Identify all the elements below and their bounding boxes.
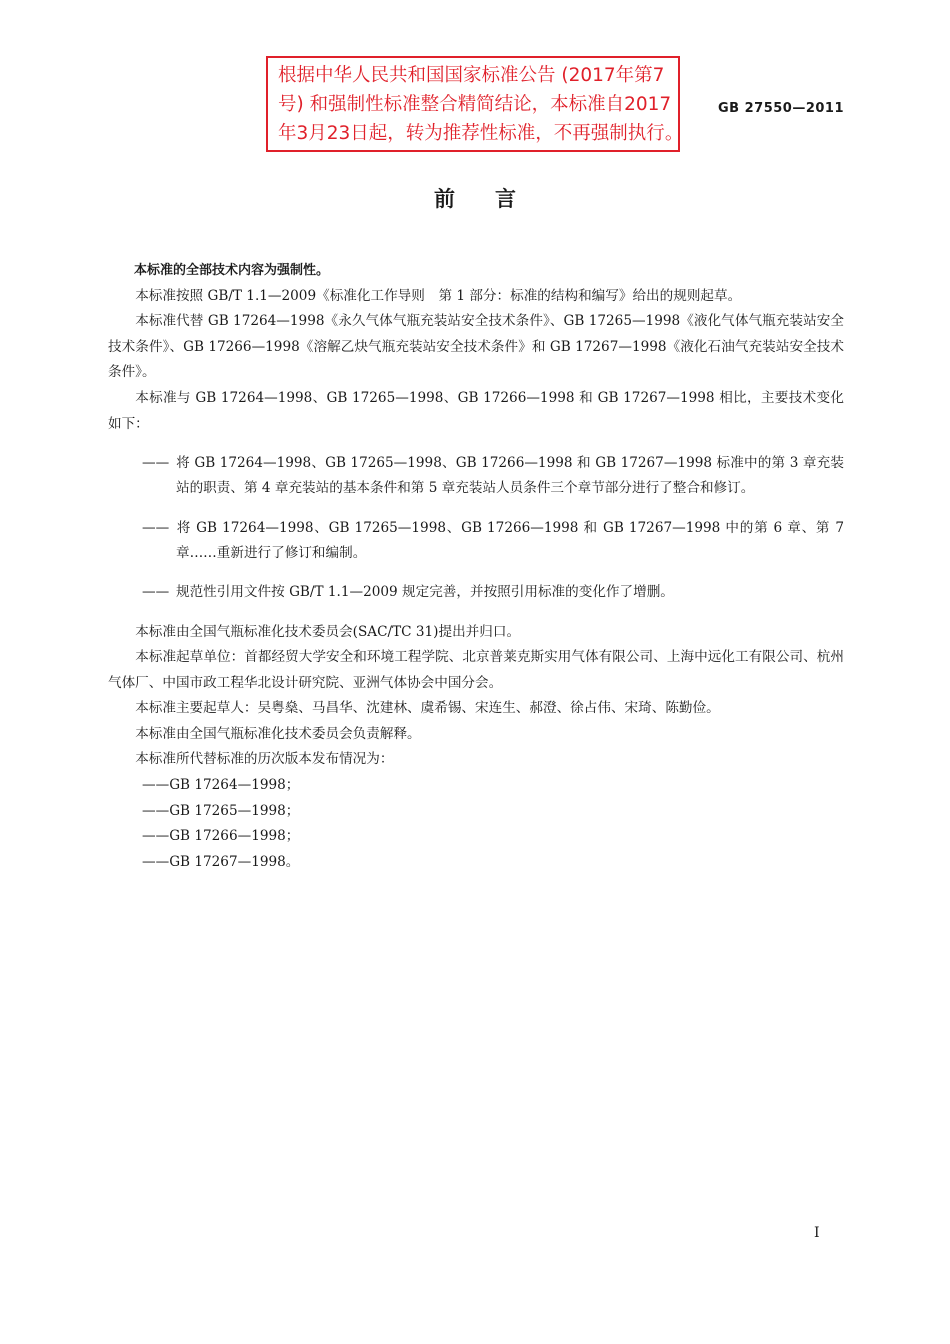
list-item-text: 将 GB 17264—1998、GB 17265—1998、GB 17266—1998 和 GB 17267—1998 标准中的第 3 章充装站的职责、第 4 章充装站的基本条件和第 5 章充装站人员条件三个章节部分进行了整合和修订。: [176, 454, 844, 497]
page-number: I: [814, 1225, 820, 1241]
dash-marker: ——: [142, 454, 170, 471]
paragraph: 本标准与 GB 17264—1998、GB 17265—1998、GB 17266—1998 和 GB 17267—1998 相比，主要技术变化如下：: [108, 389, 844, 432]
paragraph: 本标准由全国气瓶标准化技术委员会(SAC/TC 31)提出并归口。: [135, 623, 521, 640]
paragraph: 本标准的全部技术内容为强制性。: [134, 263, 330, 278]
dash-marker: ——: [142, 777, 170, 794]
paragraph: 本标准起草单位：首都经贸大学安全和环境工程学院、北京普莱克斯实用气体有限公司、上海中远化工有限公司、杭州气体厂、中国市政工程华北设计研究院、亚洲气体协会中国分会。: [108, 649, 844, 691]
list-item-text: 规范性引用文件按 GB/T 1.1—2009 规定完善，并按照引用标准的变化作了增删。: [176, 584, 674, 601]
dash-marker: ——: [142, 828, 170, 845]
dash-marker: ——: [142, 802, 170, 819]
history-item: [108, 824, 844, 850]
history-item: [108, 773, 844, 799]
dash-marker: ——: [142, 519, 170, 536]
history-item: [108, 850, 844, 876]
paragraph: 本标准代替 GB 17264—1998《永久气体气瓶充装站安全技术条件》、GB 17265—1998《液化气体气瓶充装站安全技术条件》、GB 17266—1998《溶解乙炔气瓶充装站安全技术条件》和 GB 17267—1998《液化石油气充装站安全技术条件》。: [108, 313, 844, 381]
list-item: [108, 451, 844, 502]
standard-number: GB 27550—2011: [718, 101, 845, 116]
history-text: GB 17265—1998；: [169, 802, 300, 819]
paragraph: 本标准所代替标准的历次版本发布情况为：: [135, 751, 394, 768]
foreword-body: [108, 258, 844, 875]
history-text: GB 17267—1998。: [169, 853, 300, 870]
notice-line: 年3月23日起，转为推荐性标准，不再强制执行。: [278, 123, 684, 144]
list-item: [108, 516, 844, 567]
history-item: [108, 799, 844, 825]
dash-marker: ——: [142, 584, 170, 601]
page-title: 前言: [434, 187, 556, 211]
dash-marker: ——: [142, 853, 170, 870]
notice-line: 根据中华人民共和国国家标准公告 (2017年第7: [278, 65, 665, 86]
history-text: GB 17264—1998；: [169, 777, 300, 794]
paragraph: 本标准主要起草人：吴粤燊、马昌华、沈建林、虞希锡、宋连生、郝澄、徐占伟、宋琦、陈勤俭。: [135, 700, 720, 717]
list-item-text: 将 GB 17264—1998、GB 17265—1998、GB 17266—1998 和 GB 17267—1998 中的第 6 章、第 7 章……重新进行了修订和编制。: [176, 519, 845, 562]
history-text: GB 17266—1998；: [169, 828, 300, 845]
paragraph: 本标准由全国气瓶标准化技术委员会负责解释。: [135, 725, 421, 742]
mandatory-status-notice: [266, 56, 684, 152]
paragraph: 本标准按照 GB/T 1.1—2009《标准化工作导则 第 1 部分：标准的结构和编写》给出的规则起草。: [135, 287, 742, 304]
notice-line: 号) 和强制性标准整合精简结论，本标准自2017: [278, 94, 672, 115]
list-item: [108, 580, 844, 606]
